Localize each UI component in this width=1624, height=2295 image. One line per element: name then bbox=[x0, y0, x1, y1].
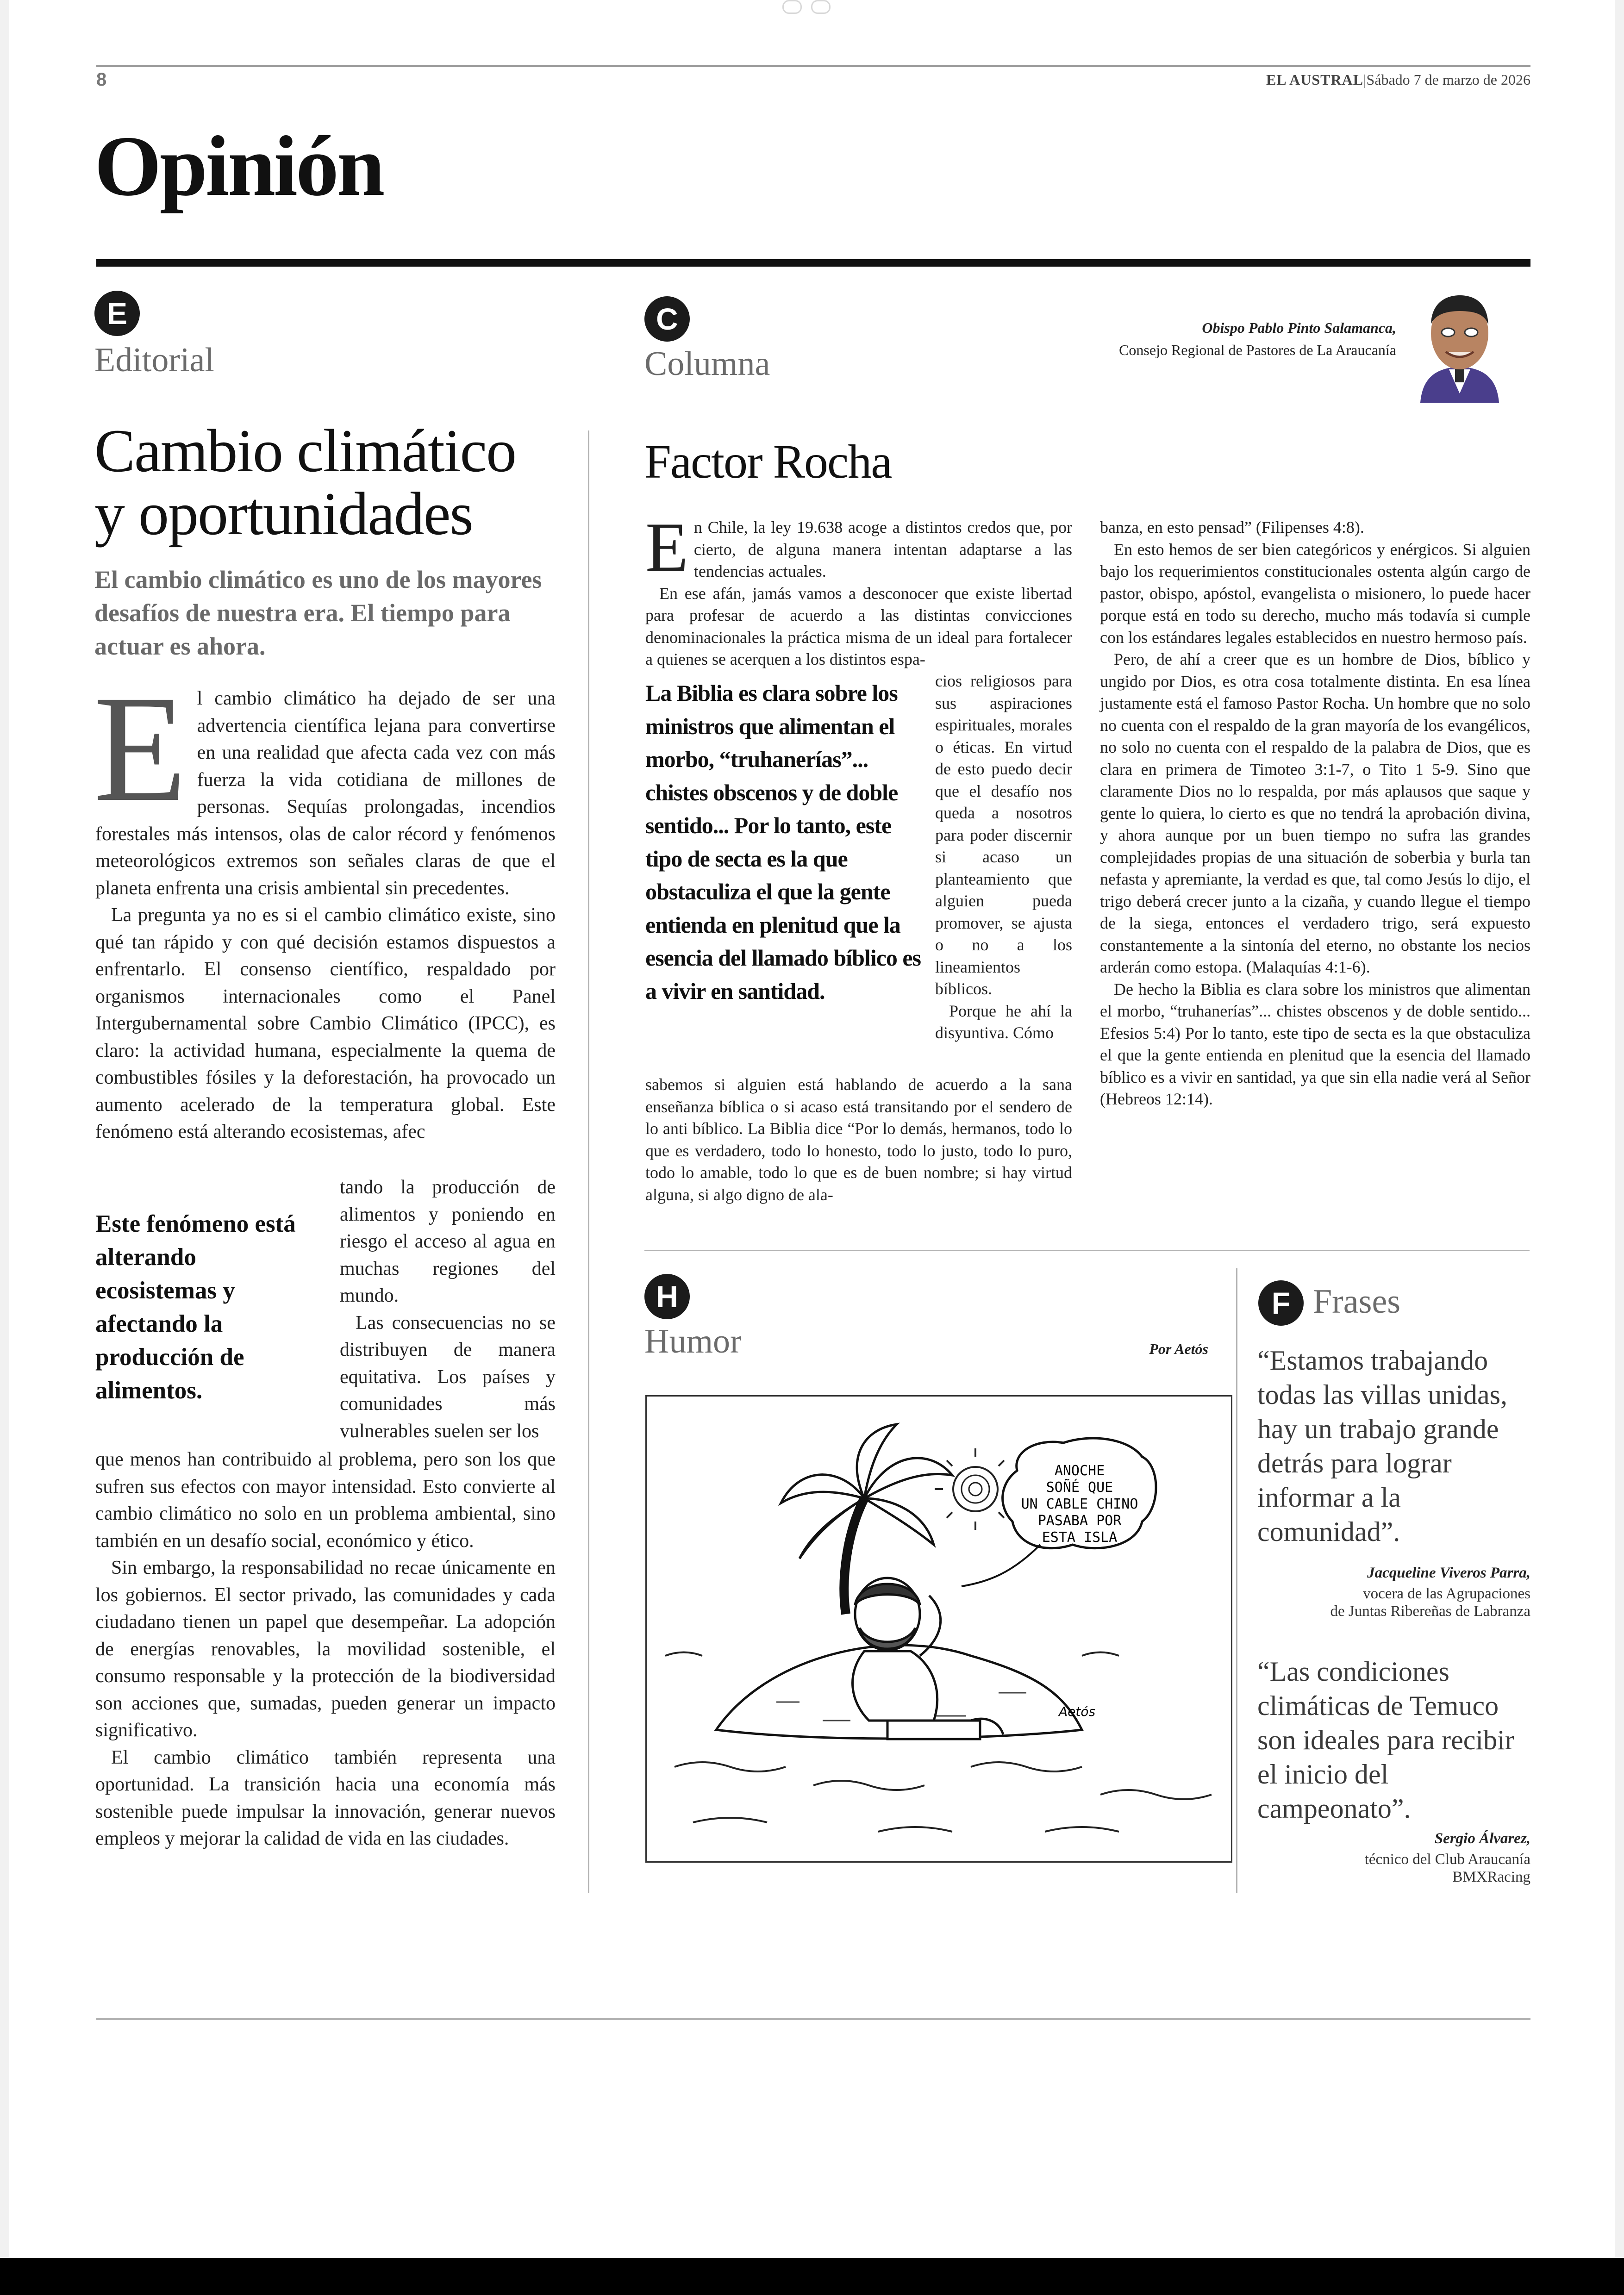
page-edge-left bbox=[0, 0, 9, 2268]
editorial-paragraph-2-cont: tando la producción de alimentos y poniendo en riesgo el acceso al agua en muchas regiones del mundo. bbox=[340, 1177, 556, 1306]
column-body-right bbox=[1100, 517, 1530, 1110]
newspaper-name: EL AUSTRAL bbox=[1266, 71, 1364, 88]
column-paragraph-1 bbox=[645, 508, 1072, 586]
speech-line-1: ANOCHE bbox=[1054, 1463, 1105, 1479]
editorial-body-narrow bbox=[340, 1174, 556, 1445]
editorial-paragraph-2: La pregunta ya no es si el cambio climático existe, sino qué tan rápido y con qué decisión estamos dispuestos a enfrentarlo. El consenso científico, respaldado por organismos internacionales como el Panel Intergubernamental sobre Cambio Climático (IPCC), es claro: la actividad humana, especialmente la quema de combustibles fósiles y la deforestación, ha provocado un aumento acelerado de la temperatura global. Este fenómeno está alterando ecosistemas, afec bbox=[95, 904, 556, 1142]
humor-credit: Por Aetós bbox=[1149, 1341, 1208, 1357]
editorial-body-bottom bbox=[95, 1446, 556, 1852]
frases-quote-2-name: Sergio Álvarez, bbox=[1434, 1830, 1530, 1847]
column-author-name: Obispo Pablo Pinto Salamanca, bbox=[1202, 319, 1396, 336]
editorial-headline-line-1: Cambio climático bbox=[94, 417, 516, 485]
column-headline: Factor Rocha bbox=[644, 435, 892, 488]
editorial-label: Editorial bbox=[94, 341, 214, 379]
frases-quote-1: “Estamos trabajando todas las villas unidas, hay un trabajo grande detrás para lograr informar a la comunidad”. bbox=[1257, 1345, 1507, 1547]
column-paragraph-4: En esto hemos de ser bien categóricos y enérgicos. Si alguien bajo los requerimientos constitucionales ostenta algún cargo de pastor, obispo, apóstol, evangelista o misionero, lo puede hacer porque está en todo su derecho, mucho más todavía si cumple con los estándares legales establecidos en nuestro hermoso país. bbox=[1100, 540, 1530, 647]
column-paragraph-6: De hecho la Biblia es clara sobre los ministros que alimentan el morbo, “truhanerías”... chistes obscenos y de doble sentido... Efesios 5:4) Por lo tanto, este tipo de secta es la que obstaculiza el que la gente entienda en plenitud que la esencia del llamado bíblico es a vivir en santidad, ya que sin ella nadie verá al Señor (Hebreos 12:14). bbox=[1100, 979, 1530, 1108]
page-edge-right bbox=[1615, 0, 1624, 2268]
frases-badge: F bbox=[1258, 1280, 1304, 1326]
frases-quote-2-role bbox=[1365, 1851, 1530, 1886]
column-paragraph-3-cont: sabemos si alguien está hablando de acuerdo a la sana enseñanza bíblica o si acaso está transitando por el sendero de lo anti bíblico. La Biblia dice “Por lo demás, hermanos, todo lo que es verdadero, todo lo honesto, todo lo justo, todo lo puro, todo lo amable, todo lo que es de buen nombre; si hay virtud alguna, si algo digno de ala- bbox=[645, 1075, 1072, 1204]
frases-quote-1-role bbox=[1330, 1585, 1530, 1620]
editorial-paragraph-5: El cambio climático también representa una oportunidad. La transición hacia una economía más sostenible puede impulsar la innovación, generar nuevos empleos y mejorar la calidad de vida en las ciudades. bbox=[95, 1746, 556, 1849]
column-dropcap: E bbox=[645, 508, 688, 586]
column-paragraph-2-cont: cios religiosos para sus aspiraciones espirituales, morales o éticas. En virtud de esto puedo decir que el desafío nos queda a nosotros para poder discernir si acaso un planteamiento que alguien pueda promover, se ajusta o no a los lineamientos bíblicos. bbox=[935, 672, 1072, 998]
column-body-narrow bbox=[935, 670, 1072, 1044]
frases-quote-1-name: Jacqueline Viveros Parra, bbox=[1367, 1565, 1530, 1581]
column-paragraph-1-text: n Chile, la ley 19.638 acoge a distintos credos que, por cierto, de alguna manera intentan adaptarse a las tendencias actuales. bbox=[693, 518, 1072, 580]
viewer-bottom-bar bbox=[0, 2258, 1624, 2295]
column-body-tail bbox=[645, 1074, 1072, 1206]
column-paragraph-3-end: banza, en esto pensad” (Filipenses 4:8). bbox=[1100, 518, 1364, 536]
cartoon-signature: Aetós bbox=[1059, 1704, 1096, 1719]
editorial-body-top bbox=[94, 664, 556, 1146]
speech-line-2: SOÑÉ QUE bbox=[1046, 1479, 1113, 1496]
column-label: Columna bbox=[644, 345, 770, 383]
column-paragraph-2: En ese afán, jamás vamos a desconocer que existe libertad para profesar de acuerdo a las distintas convicciones denominacionales la práctica misma de un ideal para fortalecer a quienes se acerquen a los distintos espa- bbox=[645, 584, 1072, 668]
editorial-paragraph-3b: que menos han contribuido al problema, pero son los que sufren sus efectos con mayor intensidad. Esto convierte al cambio climático no solo en un problema ambiental, sino también en un desafío social, económico y ético. bbox=[95, 1449, 556, 1552]
humor-cartoon bbox=[645, 1395, 1232, 1863]
frases-quote-2-role-line-1: técnico del Club Araucanía bbox=[1364, 1851, 1530, 1868]
editorial-pull-quote: Este fenómeno está alterando ecosistemas y afectando la producción de alimentos. bbox=[95, 1210, 296, 1404]
frases-label: Frases bbox=[1313, 1283, 1401, 1321]
viewer-page-nav[interactable] bbox=[782, 0, 843, 14]
author-portrait bbox=[1411, 282, 1508, 403]
column-pull-quote: La Biblia es clara sobre los ministros que alimentan el morbo, “truhanerías”... chistes obscenos y de doble sentido... Por lo tanto, este tipo de secta es la que obstaculiza el que la gente entienda en plenitud que la esencia del llamado bíblico es a vivir en santidad. bbox=[645, 680, 921, 1004]
editorial-paragraph-4: Sin embargo, la responsabilidad no recae únicamente en los gobiernos. El sector privado, las comunidades y cada ciudadano tienen un papel que desempeñar. La adopción de energías renovables, la movilidad sostenible, el consumo responsable y la protección de la biodiversidad son acciones que, sumadas, pueden generar un impacto significativo. bbox=[95, 1557, 556, 1741]
section-title-rule bbox=[96, 259, 1530, 267]
editorial-paragraph-1 bbox=[94, 664, 556, 902]
prev-page-icon[interactable] bbox=[782, 0, 802, 14]
frases-quote-1-role-line-2: de Juntas Ribereñas de Labranza bbox=[1330, 1603, 1530, 1620]
issue-date: Sábado 7 de marzo de 2026 bbox=[1366, 71, 1530, 88]
frases-quote-1-role-line-1: vocera de las Agrupaciones bbox=[1363, 1585, 1530, 1602]
page-bottom-rule bbox=[96, 2018, 1530, 2020]
editorial-headline-line-2: y oportunidades bbox=[94, 480, 473, 548]
column-author-role: Consejo Regional de Pastores de La Araucanía bbox=[1119, 342, 1396, 358]
masthead-dateline bbox=[1266, 71, 1530, 88]
dateline-separator: | bbox=[1363, 71, 1367, 88]
column-paragraph-5: Pero, de ahí a creer que es un hombre de Dios, bíblico y ungido por Dios, es otra cosa totalmente distinta. En esa línea justamente está el famoso Pastor Rocha. Un hombre que no solo no cuenta con el respaldo de la gran mayoría de los evangélicos, no solo no cuenta con el respaldo de la palabra de Dios, que es clara en primera de Timoteo 3:1-7, o Tito 1 5-9. Sino que claramente Dios no lo respalda, por más aplausos que saque y gente lo quiera, lo cierto es que no tendrá la aprobación divina, y ahora aunque por un buen tiempo no sufra las grandes complejidades propias de una situación de soberbia y burla tan nefasta y apremiante, la verdad es que, tal como Jesús lo dijo, el trigo deberá crecer junto a la cizaña, y cuando llegue el tiempo de la siega, entonces el verdadero trigo, será expuesto constantemente a la sintonía del eterno, no obstante los necios arderán como estopa. (Malaquías 4:1-6). bbox=[1100, 650, 1530, 976]
column-bottom-rule bbox=[644, 1250, 1530, 1251]
frases-quote-2: “Las condiciones climáticas de Temuco son ideales para recibir el inicio del campeonato”. bbox=[1257, 1656, 1514, 1824]
column-paragraph-3: Porque he ahí la disyuntiva. Cómo bbox=[935, 1001, 1072, 1042]
frases-divider bbox=[1236, 1268, 1237, 1893]
editorial-badge: E bbox=[94, 291, 140, 336]
column-body-intro bbox=[645, 508, 1072, 671]
editorial-deck: El cambio climático es uno de los mayores desafíos de nuestra era. El tiempo para actuar es ahora. bbox=[94, 566, 542, 660]
speech-line-3: UN CABLE CHINO bbox=[1021, 1496, 1138, 1512]
humor-badge: H bbox=[644, 1274, 690, 1319]
speech-line-4: PASABA POR bbox=[1037, 1513, 1122, 1529]
editorial-paragraph-3a: Las consecuencias no se distribuyen de manera equitativa. Los países y comunidades más vulnerables suelen ser los bbox=[340, 1312, 556, 1442]
editorial-paragraph-1-text: l cambio climático ha dejado de ser una advertencia científica lejana para convertirse en una realidad que afecta cada vez con más fuerza la vida cotidiana de millones de personas. Sequías prolongadas, incendios forestales más intensos, olas de calor récord y fenómenos meteorológicos extremos son señales claras de que el planeta enfrenta una crisis ambiental sin precedentes. bbox=[95, 688, 556, 899]
header-top-rule bbox=[96, 65, 1530, 67]
page-number: 8 bbox=[96, 69, 107, 90]
section-title: Opinión bbox=[94, 118, 383, 214]
editorial-dropcap: E bbox=[94, 664, 187, 833]
editorial-headline bbox=[94, 417, 557, 548]
editorial-column-divider bbox=[588, 430, 589, 1893]
next-page-icon[interactable] bbox=[811, 0, 831, 14]
speech-line-5: ESTA ISLA bbox=[1042, 1529, 1118, 1546]
frases-quote-2-role-line-2: BMXRacing bbox=[1452, 1869, 1530, 1885]
column-badge: C bbox=[644, 296, 690, 342]
humor-label: Humor bbox=[644, 1322, 742, 1360]
